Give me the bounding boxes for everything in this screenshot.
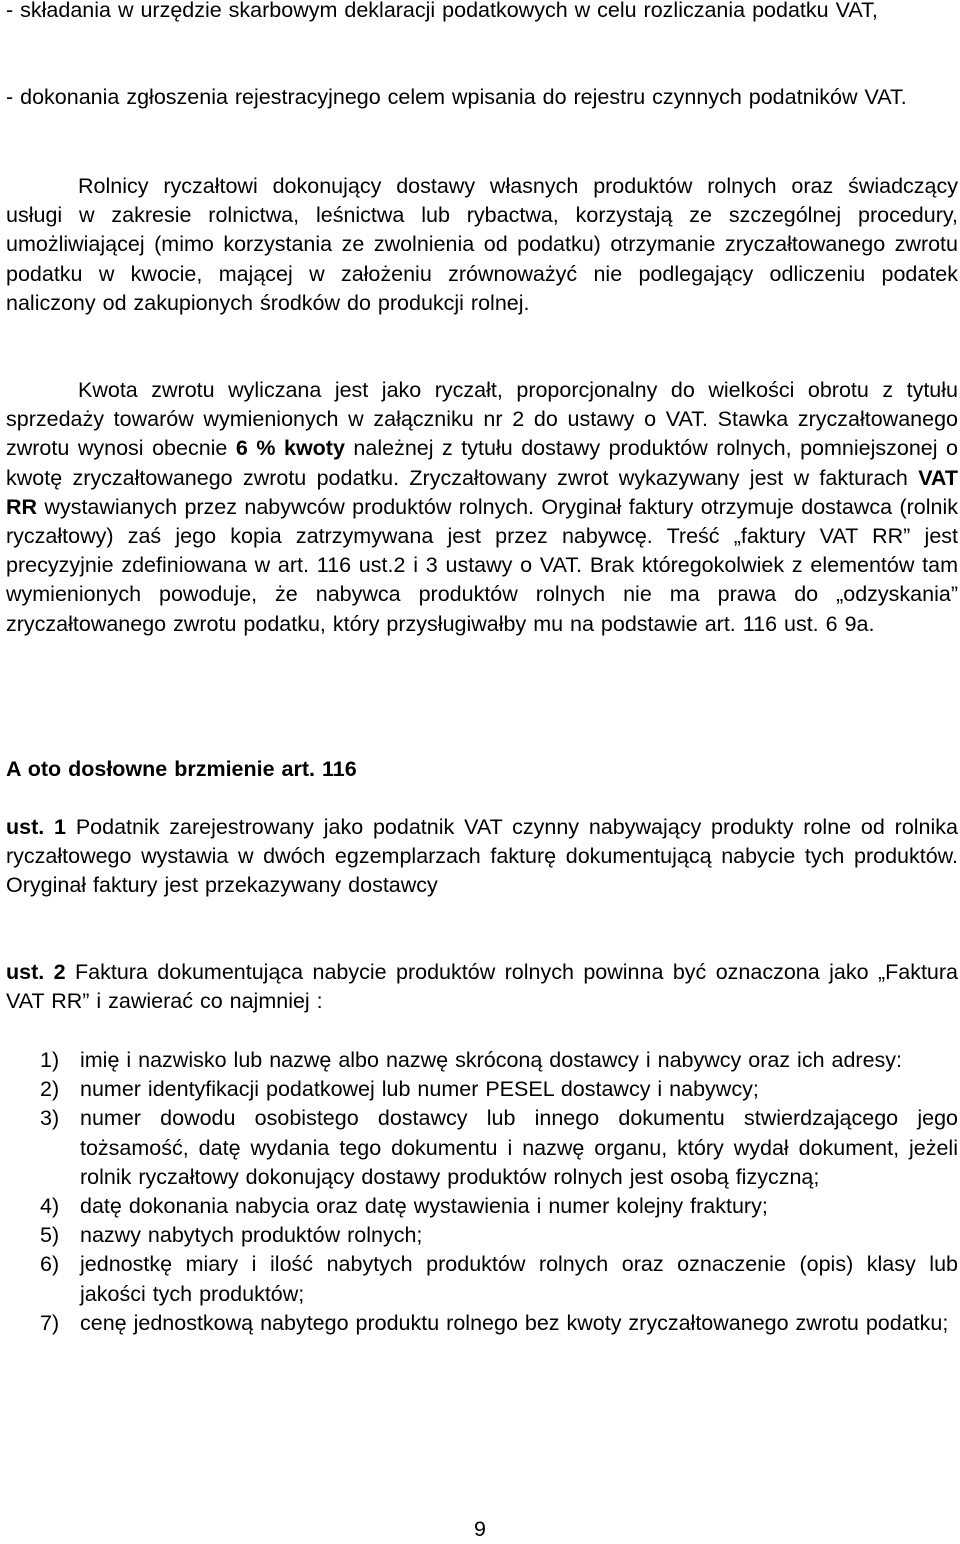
- list-item-text: nazwy nabytych produktów rolnych;: [80, 1223, 423, 1248]
- ust-1-label: ust. 1: [6, 815, 66, 839]
- list-item-number: 7): [40, 1310, 60, 1335]
- list-item: [6, 1309, 958, 1338]
- list-item-text: numer identyfikacji podatkowej lub numer PESEL dostawcy i nabywcy;: [80, 1077, 759, 1102]
- list-item: [6, 1221, 958, 1250]
- ust-2-paragraph: [6, 958, 958, 1016]
- list-item-number: 6): [40, 1252, 60, 1277]
- ust-2-text: Faktura dokumentująca nabycie produktów rolnych powinna być oznaczona jako „Faktura VAT RR” i zawierać co najmniej :: [6, 960, 958, 1014]
- list-item: [6, 1104, 958, 1192]
- list-item: [6, 1046, 958, 1075]
- paragraph-intro: Rolnicy ryczałtowi dokonujący dostawy własnych produktów rolnych oraz świadczący usługi w zakresie rolnictwa, leśnictwa lub rybactwa, korzystają ze szczególnej procedury, umożliwiającej (mimo korzystania ze zwolnienia od podatku) otrzymanie zryczałtowanego zwrotu podatku w kwocie, mającej w założeniu zrównoważyć nie podlegający odliczeniu podatek naliczony od zakupionych środków do produkcji rolnej.: [6, 174, 958, 315]
- list-item: [6, 1250, 958, 1308]
- ust-1-text: Podatnik zarejestrowany jako podatnik VAT czynny nabywający produkty rolne od rolnika ryczałtowego wystawia w dwóch egzemplarzach fakturę dokumentującą nabycie tych produktów. Oryginał faktury jest przekazywany dostawcy: [6, 815, 958, 898]
- list-item-text: jednostkę miary i ilość nabytych produktów rolnych oraz oznaczenie (opis) klasy lub jakości tych produktów;: [80, 1252, 958, 1306]
- paragraph-refund: [6, 376, 958, 639]
- invoice-type-highlight: VAT RR: [6, 465, 958, 519]
- list-item-text: cenę jednostkową nabytego produktu rolnego bez kwoty zryczałtowanego zwrotu podatku;: [80, 1310, 949, 1335]
- list-item: [6, 1192, 958, 1221]
- section-heading: A oto dosłowne brzmienie art. 116: [6, 757, 357, 781]
- dash-item-2: - dokonania zgłoszenia rejestracyjnego celem wpisania do rejestru czynnych podatników VAT.: [6, 85, 907, 109]
- list-item-text: datę dokonania nabycia oraz datę wystawienia i numer kolejny fraktury;: [80, 1194, 768, 1219]
- paragraph-refund-b: należnej z tytułu dostawy produktów rolnych, pomniejszonej o kwotę zryczałtowanego zwrotu podatku. Zryczałtowany zwrot wykazywany jest w fakturach: [6, 436, 958, 490]
- ust-2-label: ust. 2: [6, 960, 66, 984]
- list-item-number: 2): [40, 1077, 60, 1102]
- list-item: [6, 1075, 958, 1104]
- paragraph-refund-a: Kwota zwrotu wyliczana jest jako ryczałt, proporcjonalny do wielkości obrotu z tytułu sprzedaży towarów wymienionych w załączniku nr 2 do ustawy o VAT. Stawka zryczałtowanego zwrotu wynosi obecnie: [6, 378, 958, 461]
- dash-item-1: - składania w urzędzie skarbowym deklaracji podatkowych w celu rozliczania podatku VAT,: [6, 0, 878, 22]
- list-item-number: 3): [40, 1106, 60, 1131]
- page-number: 9: [474, 1517, 486, 1541]
- rate-highlight: 6 % kwoty: [235, 436, 345, 461]
- list-item-text: imię i nazwisko lub nazwę albo nazwę skróconą dostawcy i nabywcy oraz ich adresy:: [80, 1048, 903, 1072]
- list-item-number: 5): [40, 1223, 60, 1248]
- paragraph-refund-c: wystawianych przez nabywców produktów rolnych. Oryginał faktury otrzymuje dostawca (rolnik ryczałtowy) zaś jego kopia zatrzymywana jest przez nabywcę. Treść „faktury VAT RR” jest precyzyjnie zdefiniowana w art. 116 ust.2 i 3 ustawy o VAT. Brak któregokolwiek z elementów tam wymienionych powoduje, że nabywca produktów rolnych nie ma prawa do „odzyskania” zryczałtowanego zwrotu podatku, który przysługiwałby mu na podstawie art. 116 ust. 6 9a.: [6, 494, 958, 636]
- ust-1-paragraph: [6, 813, 958, 901]
- list-item-text: numer dowodu osobistego dostawcy lub innego dokumentu stwierdzającego jego tożsamość, datę wydania tego dokumentu i nazwę organu, który wydał dokument, jeżeli rolnik ryczałtowy dokonujący dostawy produktów rolnych jest osobą fizyczną;: [80, 1106, 958, 1189]
- list-item-number: 1): [40, 1048, 60, 1072]
- list-item-number: 4): [40, 1194, 60, 1219]
- required-elements-list: [6, 1046, 958, 1338]
